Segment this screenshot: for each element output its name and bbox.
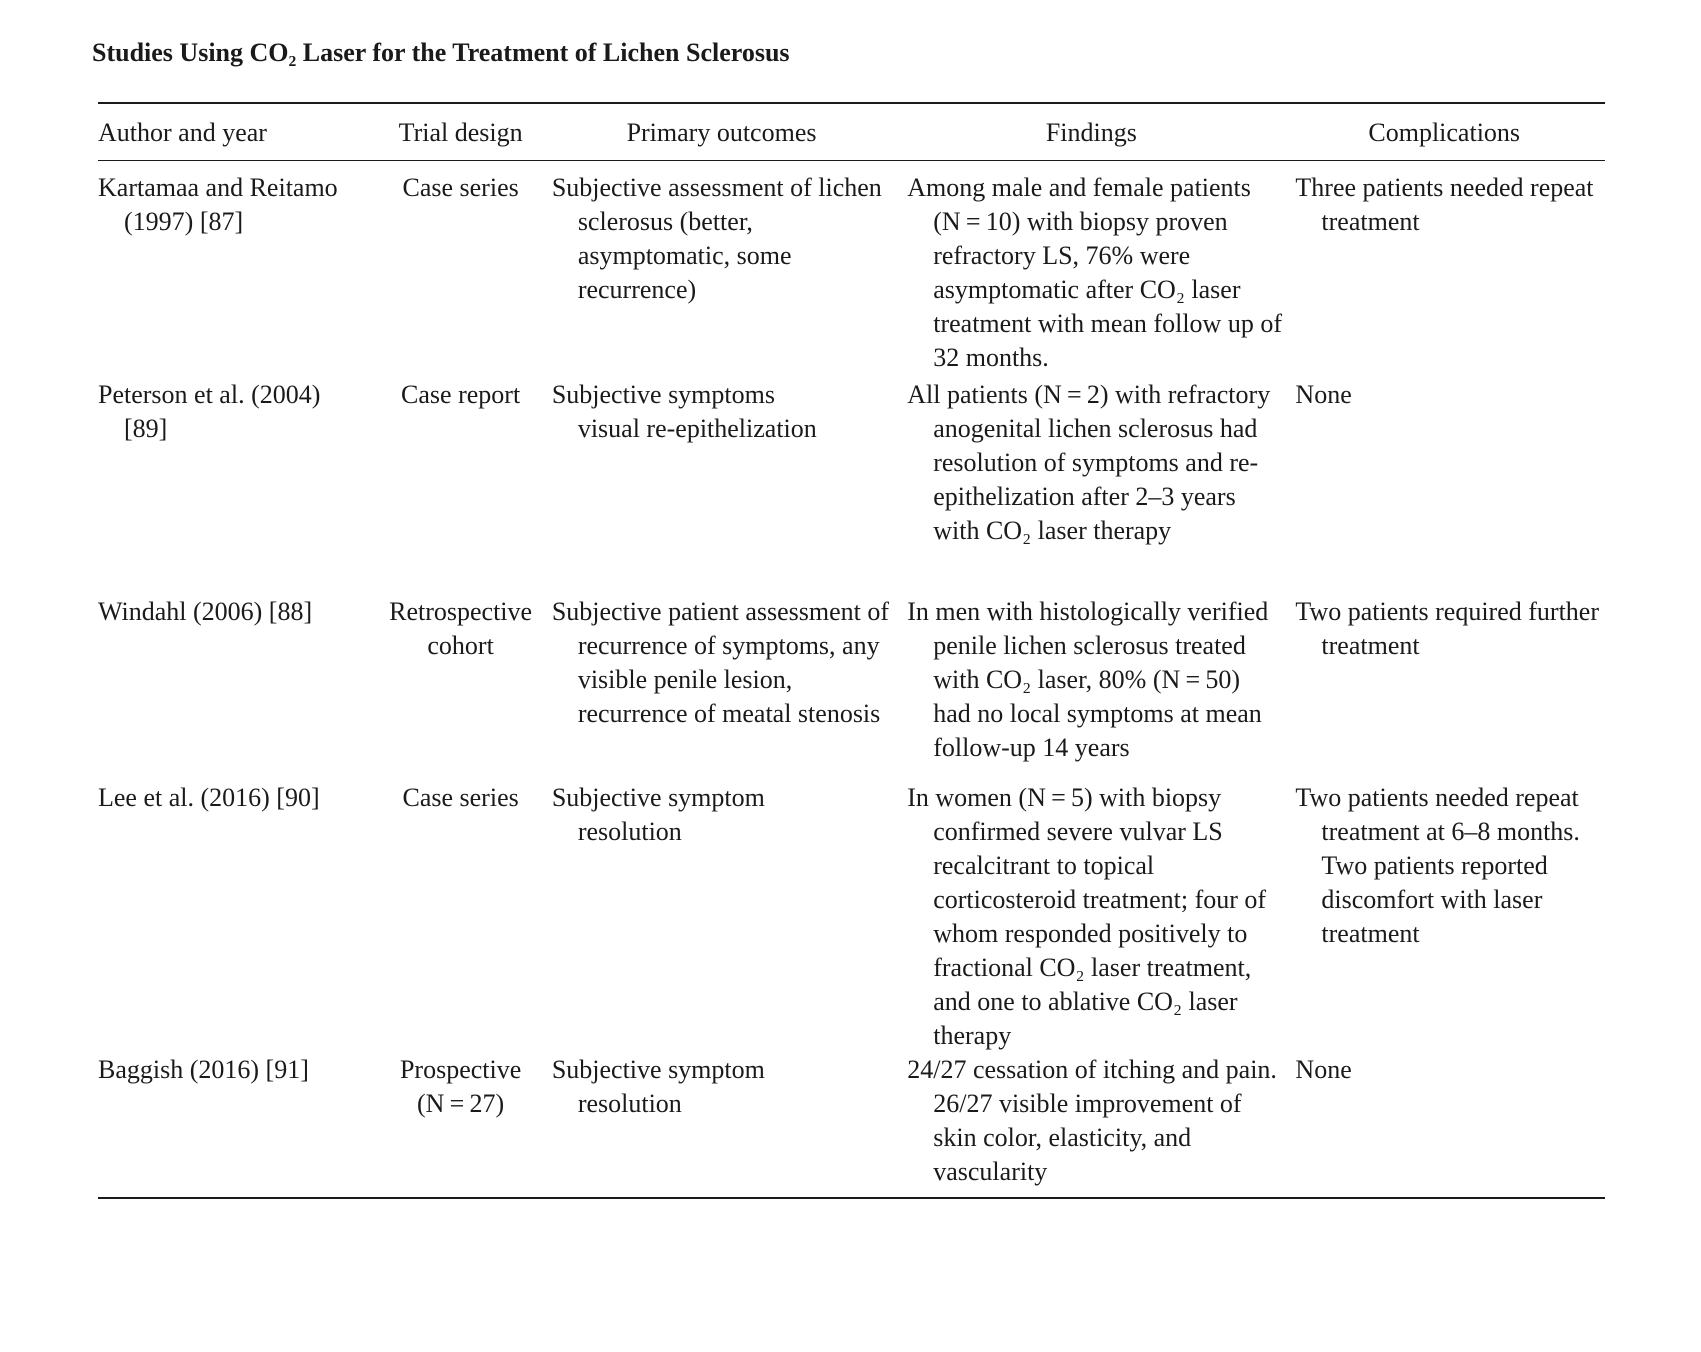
- cell-complications: Two patients required further treatment: [1295, 596, 1599, 660]
- cell-trial-design: Prospective (N = 27): [399, 1054, 522, 1118]
- table-header-row: [98, 103, 1605, 161]
- cell-primary-outcomes: Subjective symptoms visual re-epithelization: [551, 379, 817, 443]
- table-row: [98, 378, 1605, 595]
- cell-primary-outcomes: Subjective symptom resolution: [551, 782, 765, 846]
- table-row: [98, 1053, 1605, 1198]
- cell-author: Peterson et al. (2004) [89]: [98, 379, 321, 443]
- cell-trial-design: Case series: [402, 173, 519, 202]
- cell-primary-outcomes: Subjective patient assessment of recurrence of symptoms, any visible penile lesion, recurrence of meatal stenosis: [551, 596, 890, 728]
- cell-trial-design: Case series: [402, 782, 519, 812]
- header-findings: Findings: [1045, 118, 1137, 147]
- cell-findings: In women (N = 5) with biopsy confirmed severe vulvar LS recalcitrant to topical corticosteroid treatment; four of whom responded positively to fractional CO₂ laser treatment, and one to ablative CO₂ laser therapy: [907, 782, 1267, 1050]
- table-row: [98, 161, 1605, 378]
- table-row: [98, 781, 1605, 1053]
- table-row: [98, 595, 1605, 781]
- cell-findings: 24/27 cessation of itching and pain. 26/27 visible improvement of skin color, elasticity, and vascularity: [907, 1054, 1277, 1186]
- cell-author: Lee et al. (2016) [90]: [98, 782, 320, 812]
- header-author-year: Author and year: [98, 118, 267, 147]
- cell-author: Baggish (2016) [91]: [98, 1054, 309, 1084]
- header-primary-outcomes: Primary outcomes: [626, 118, 817, 147]
- cell-complications: None: [1295, 379, 1352, 409]
- cell-findings: All patients (N = 2) with refractory anogenital lichen sclerosus had resolution of symptoms and re-epithelization after 2–3 years with CO₂ laser therapy: [907, 379, 1271, 545]
- cell-complications: Three patients needed repeat treatment: [1295, 173, 1594, 236]
- cell-primary-outcomes: Subjective assessment of lichen sclerosus (better, asymptomatic, some recurrence): [551, 173, 882, 304]
- cell-findings: In men with histologically verified penile lichen sclerosus treated with CO₂ laser, 80% (N = 50) had no local symptoms at mean follow-up 14 years: [907, 596, 1269, 762]
- cell-author: Kartamaa and Reitamo (1997) [87]: [98, 173, 338, 236]
- cell-trial-design: Case report: [401, 379, 521, 409]
- header-complications: Complications: [1368, 118, 1521, 147]
- cell-complications: None: [1295, 1054, 1352, 1084]
- cell-trial-design: Retrospective cohort: [389, 596, 533, 660]
- studies-table: [98, 102, 1605, 1199]
- table-caption: Studies Using CO₂ Laser for the Treatment of Lichen Sclerosus: [92, 38, 790, 67]
- cell-findings: Among male and female patients (N = 10) with biopsy proven refractory LS, 76% were asymptomatic after CO₂ laser treatment with mean follow up of 32 months.: [907, 173, 1282, 372]
- header-trial-design: Trial design: [398, 118, 523, 147]
- cell-complications: Two patients needed repeat treatment at 6–8 months. Two patients reported discomfort with laser treatment: [1295, 782, 1580, 948]
- cell-author: Windahl (2006) [88]: [98, 596, 313, 626]
- cell-primary-outcomes: Subjective symptom resolution: [551, 1054, 765, 1118]
